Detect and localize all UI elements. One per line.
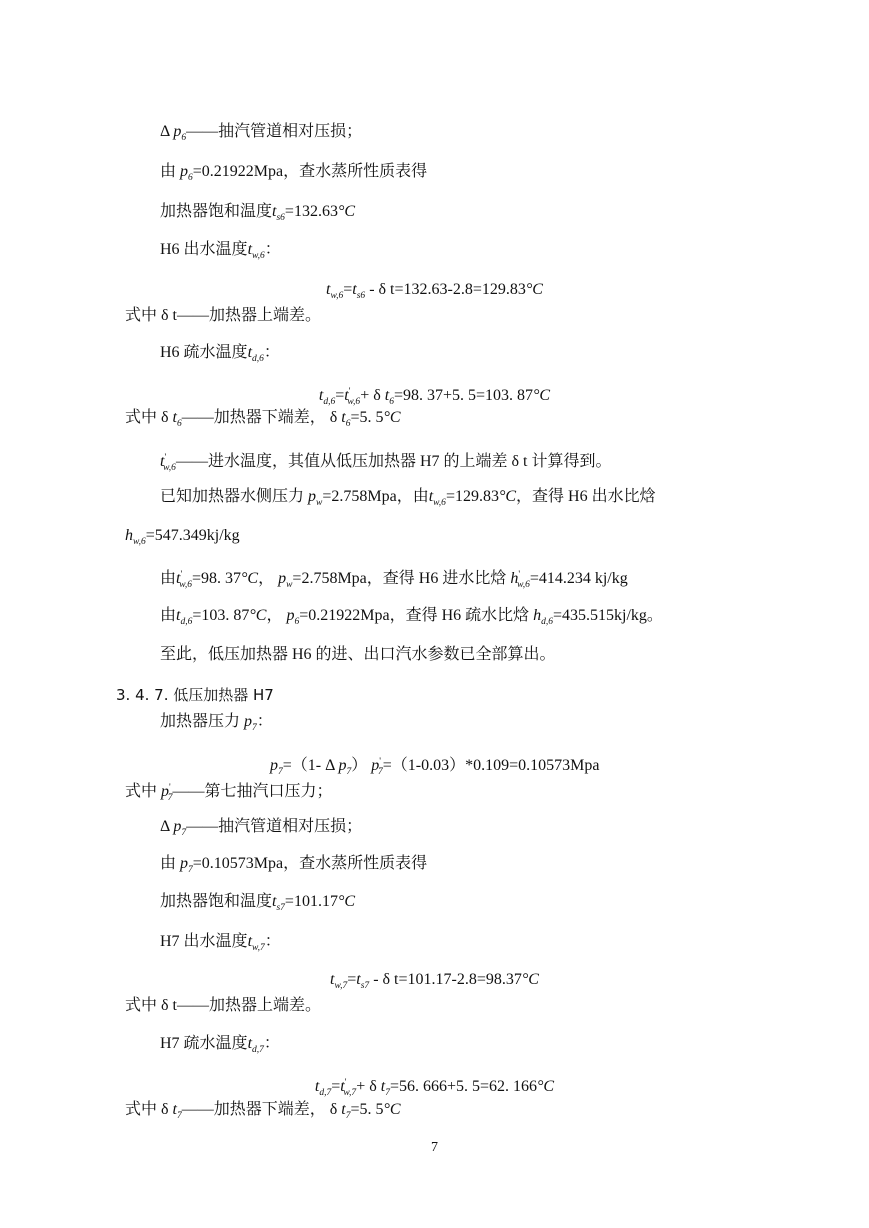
line-delta-p6: Δ $p_6——$抽汽管道相对压损； (160, 123, 363, 143)
line-water-side-pressure: 已知加热器水侧压力 $p_w=2.758Mpa$，由$t_{w,6}=129.83^\circ C$，查得 H6 出水比焓 (160, 488, 656, 508)
line-h6-drain-temp-label: H6 疏水温度$t_{d,6}$： (160, 344, 280, 364)
page-number: 7 (431, 1140, 438, 1155)
line-lower-diff-def-6: 式中 δ $t_6——$加热器下端差， δ $t_6=5$. 5°C (125, 409, 401, 429)
line-ts7: 加热器饱和温度$t_{s7}=101.17^\circ C$ (160, 893, 356, 913)
line-h7-drain-temp-label: H7 疏水温度$t_{d,7}$： (160, 1035, 280, 1055)
line-upper-diff-def-6: 式中 δ t——加热器上端差。 (125, 307, 321, 324)
line-inlet-temp-def-6: $t'_{w,6}——$进水温度，其值从低压加热器 H7 的上端差 δ t 计算得到。 (160, 453, 612, 473)
section-heading-3-4-7: 3. 4. 7. 低压加热器 H7 (116, 686, 274, 704)
line-drain-enthalpy-6: 由$t_{d,6}=103$. 87°C， $p_6=0.21922Mpa$，查得 H6 疏水比焓 $h_{d,6}=435.515kj/kg$。 (160, 607, 663, 627)
line-p7-lookup: 由 $p_7=0.10573Mpa$，查水蒸所性质表得 (160, 855, 428, 875)
line-inlet-enthalpy-6: 由$t'_{w,6}=98$. 37°C， $p_w=2.758Mpa$，查得 H6 进水比焓 $h'_{w,6}=414.234$ kj/kg (160, 570, 628, 590)
equation-tw7: $t_{w,7}=t_{s7} - \delta$ t=101.17-2.8=98.37°C (330, 971, 539, 991)
equation-tw6: $t_{w,6}=t_{s6} - \delta$ t=132.63-2.8=129.83°C (326, 281, 543, 301)
line-h6-summary: 至此，低压加热器 H6 的进、出口汽水参数已全部算出。 (160, 646, 556, 663)
line-lower-diff-def-7: 式中 δ $t_7——$加热器下端差， δ $t_7=5$. 5°C (125, 1101, 401, 1121)
line-ts6: 加热器饱和温度$t_{s6}=132.63^\circ C$ (160, 203, 356, 223)
line-hw6-value: $h_{w,6}=547.349kj/kg$ (125, 527, 240, 547)
line-upper-diff-def-7: 式中 δ t——加热器上端差。 (125, 997, 321, 1014)
equation-td7: $t_{d,7}=t'_{w,7}+ \delta$ $t_7=56$. 666+5. 5=62. 166°C (314, 1078, 555, 1098)
line-heater-pressure-7-label: 加热器压力 $p_7$： (160, 713, 273, 733)
line-p6-lookup: 由 $p_6=0.21922Mpa$，查水蒸所性质表得 (160, 163, 428, 183)
equation-p7: $p_7=(1-$ Δ $p_7$） $p'_7=(1-0.03)*0.109=0.10573Mpa$ (270, 757, 600, 777)
equation-td6: $t_{d,6}=t'_{w,6}+ \delta$ $t_6=98$. 37+5. 5=103. 87°C (318, 387, 551, 407)
line-delta-p7: Δ $p_7——$抽汽管道相对压损； (160, 818, 363, 838)
line-h6-outlet-temp-label: H6 出水温度$t_{w,6}$： (160, 241, 281, 261)
line-extraction-pressure-def-7: 式中 $p'_7——$第七抽汽口压力； (125, 783, 333, 803)
line-h7-outlet-temp-label: H7 出水温度$t_{w,7}$： (160, 933, 281, 953)
